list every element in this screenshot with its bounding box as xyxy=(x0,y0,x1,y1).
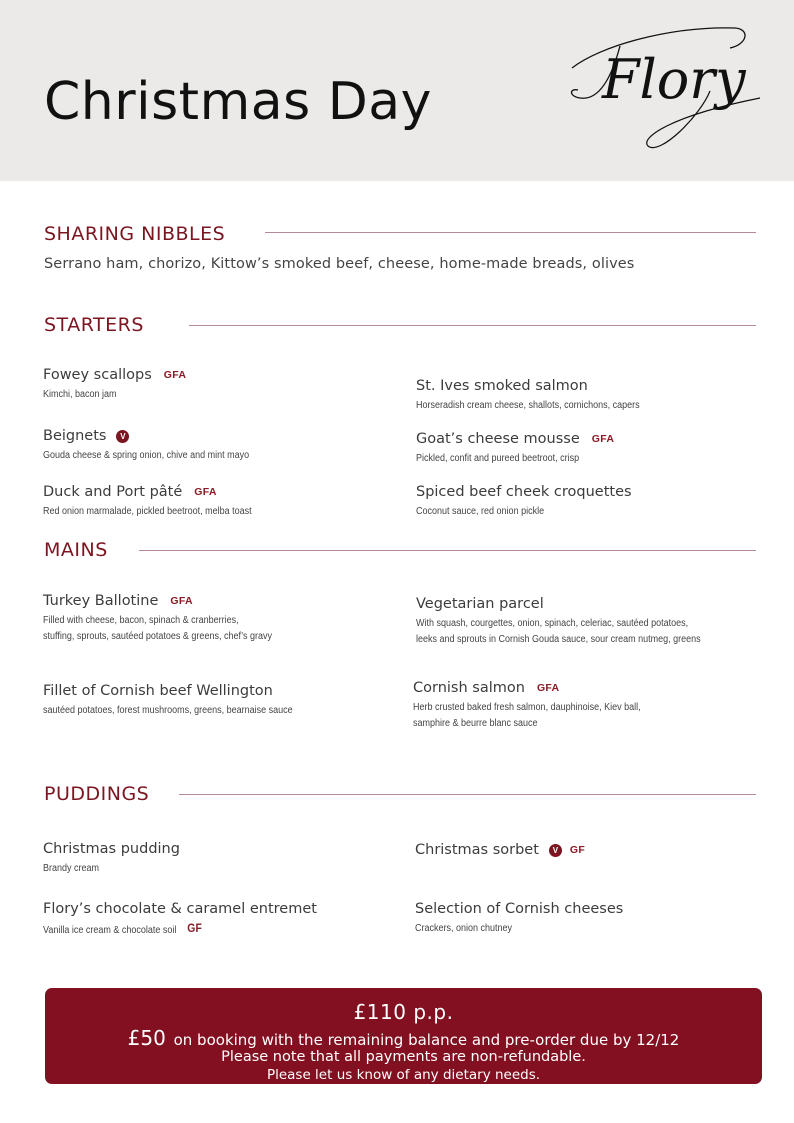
dietary-note: Please let us know of any dietary needs. xyxy=(266,1067,541,1083)
menu-item xyxy=(43,901,317,939)
deposit-line xyxy=(45,1026,762,1050)
gfa-badge: GFA xyxy=(194,486,217,498)
menu-item xyxy=(416,378,664,414)
item-description: Gouda cheese & spring onion, chive and mint mayo xyxy=(43,450,250,461)
item-name: Selection of Cornish cheeses xyxy=(415,901,624,917)
header-banner xyxy=(0,0,794,181)
item-name: Spiced beef cheek croquettes xyxy=(416,484,632,500)
logo-text: Flory xyxy=(602,48,746,111)
item-description-line: samphire & beurre blanc sauce xyxy=(413,718,538,729)
item-description: Horseradish cream cheese, shallots, cornichons, capers xyxy=(416,400,640,411)
menu-item xyxy=(416,596,732,648)
gfa-badge: GFA xyxy=(170,595,193,607)
section-divider xyxy=(179,794,756,795)
item-name: Christmas sorbet xyxy=(415,842,539,858)
menu-item xyxy=(43,683,320,719)
item-name: Vegetarian parcel xyxy=(416,596,544,612)
page-title: Christmas Day xyxy=(44,72,432,132)
item-name: Flory’s chocolate & caramel entremet xyxy=(43,901,317,917)
menu-item xyxy=(43,484,275,520)
menu-item xyxy=(43,593,297,645)
item-name: Fowey scallops xyxy=(43,367,152,383)
gfa-badge: GFA xyxy=(536,682,560,694)
item-description: Coconut sauce, red onion pickle xyxy=(416,506,545,517)
item-name: St. Ives smoked salmon xyxy=(416,378,588,394)
menu-item xyxy=(416,484,632,520)
deposit-amount: £50 xyxy=(127,1026,166,1050)
price-per-person: £110 p.p. xyxy=(353,1000,454,1024)
gf-badge: GF xyxy=(187,923,203,935)
item-description: Crackers, onion chutney xyxy=(415,923,513,934)
menu-item xyxy=(43,428,272,464)
item-name: Duck and Port pâté xyxy=(43,484,183,500)
item-description: Kimchi, bacon jam xyxy=(43,389,117,400)
menu-item xyxy=(416,431,614,467)
section-divider xyxy=(189,325,756,326)
gfa-badge: GFA xyxy=(163,369,187,381)
menu-item xyxy=(413,680,666,732)
item-description-line: With squash, courgettes, onion, spinach, celeriac, sautéed potatoes, xyxy=(416,618,689,629)
vegetarian-icon: V xyxy=(116,430,129,443)
menu-item xyxy=(43,841,180,877)
item-description: Pickled, confit and pureed beetroot, crisp xyxy=(416,453,580,464)
section-heading-puddings: PUDDINGS xyxy=(44,783,150,805)
item-description: Vanilla ice cream & chocolate soil xyxy=(43,925,177,936)
menu-item xyxy=(43,367,186,403)
item-name: Cornish salmon xyxy=(413,680,525,696)
item-description-line: Filled with cheese, bacon, spinach & cranberries, xyxy=(43,615,239,626)
vegetarian-icon: V xyxy=(549,844,562,857)
item-name: Beignets xyxy=(43,428,107,444)
item-description-line: Herb crusted baked fresh salmon, dauphinoise, Kiev ball, xyxy=(413,702,641,713)
item-name: Fillet of Cornish beef Wellington xyxy=(43,683,273,699)
section-divider xyxy=(265,232,756,233)
item-description: sautéed potatoes, forest mushrooms, greens, bearnaise sauce xyxy=(43,705,293,716)
item-description: Brandy cream xyxy=(43,863,100,874)
menu-item xyxy=(415,842,585,858)
nibbles-description: Serrano ham, chorizo, Kittow’s smoked beef, cheese, home-made breads, olives xyxy=(44,256,635,272)
section-heading-nibbles: SHARING NIBBLES xyxy=(44,223,226,245)
section-divider xyxy=(139,550,756,551)
item-name: Christmas pudding xyxy=(43,841,180,857)
item-name: Turkey Ballotine xyxy=(43,593,159,609)
menu-item xyxy=(415,901,623,937)
gfa-badge: GFA xyxy=(591,433,615,445)
deposit-text: on booking with the remaining balance and pre-order due by 12/12 xyxy=(173,1031,680,1049)
flory-logo xyxy=(560,16,772,162)
item-description-line: stuffing, sprouts, sautéed potatoes & greens, chef’s gravy xyxy=(43,631,272,642)
item-name: Goat’s cheese mousse xyxy=(416,431,580,447)
item-description: Red onion marmalade, pickled beetroot, melba toast xyxy=(43,506,252,517)
item-description-line: leeks and sprouts in Cornish Gouda sauce, sour cream nutmeg, greens xyxy=(416,634,701,645)
refund-note: Please note that all payments are non-refundable. xyxy=(221,1049,586,1065)
section-heading-starters: STARTERS xyxy=(44,314,144,336)
section-heading-mains: MAINS xyxy=(44,539,108,561)
gf-badge: GF xyxy=(569,844,586,856)
pricing-banner xyxy=(45,988,762,1084)
